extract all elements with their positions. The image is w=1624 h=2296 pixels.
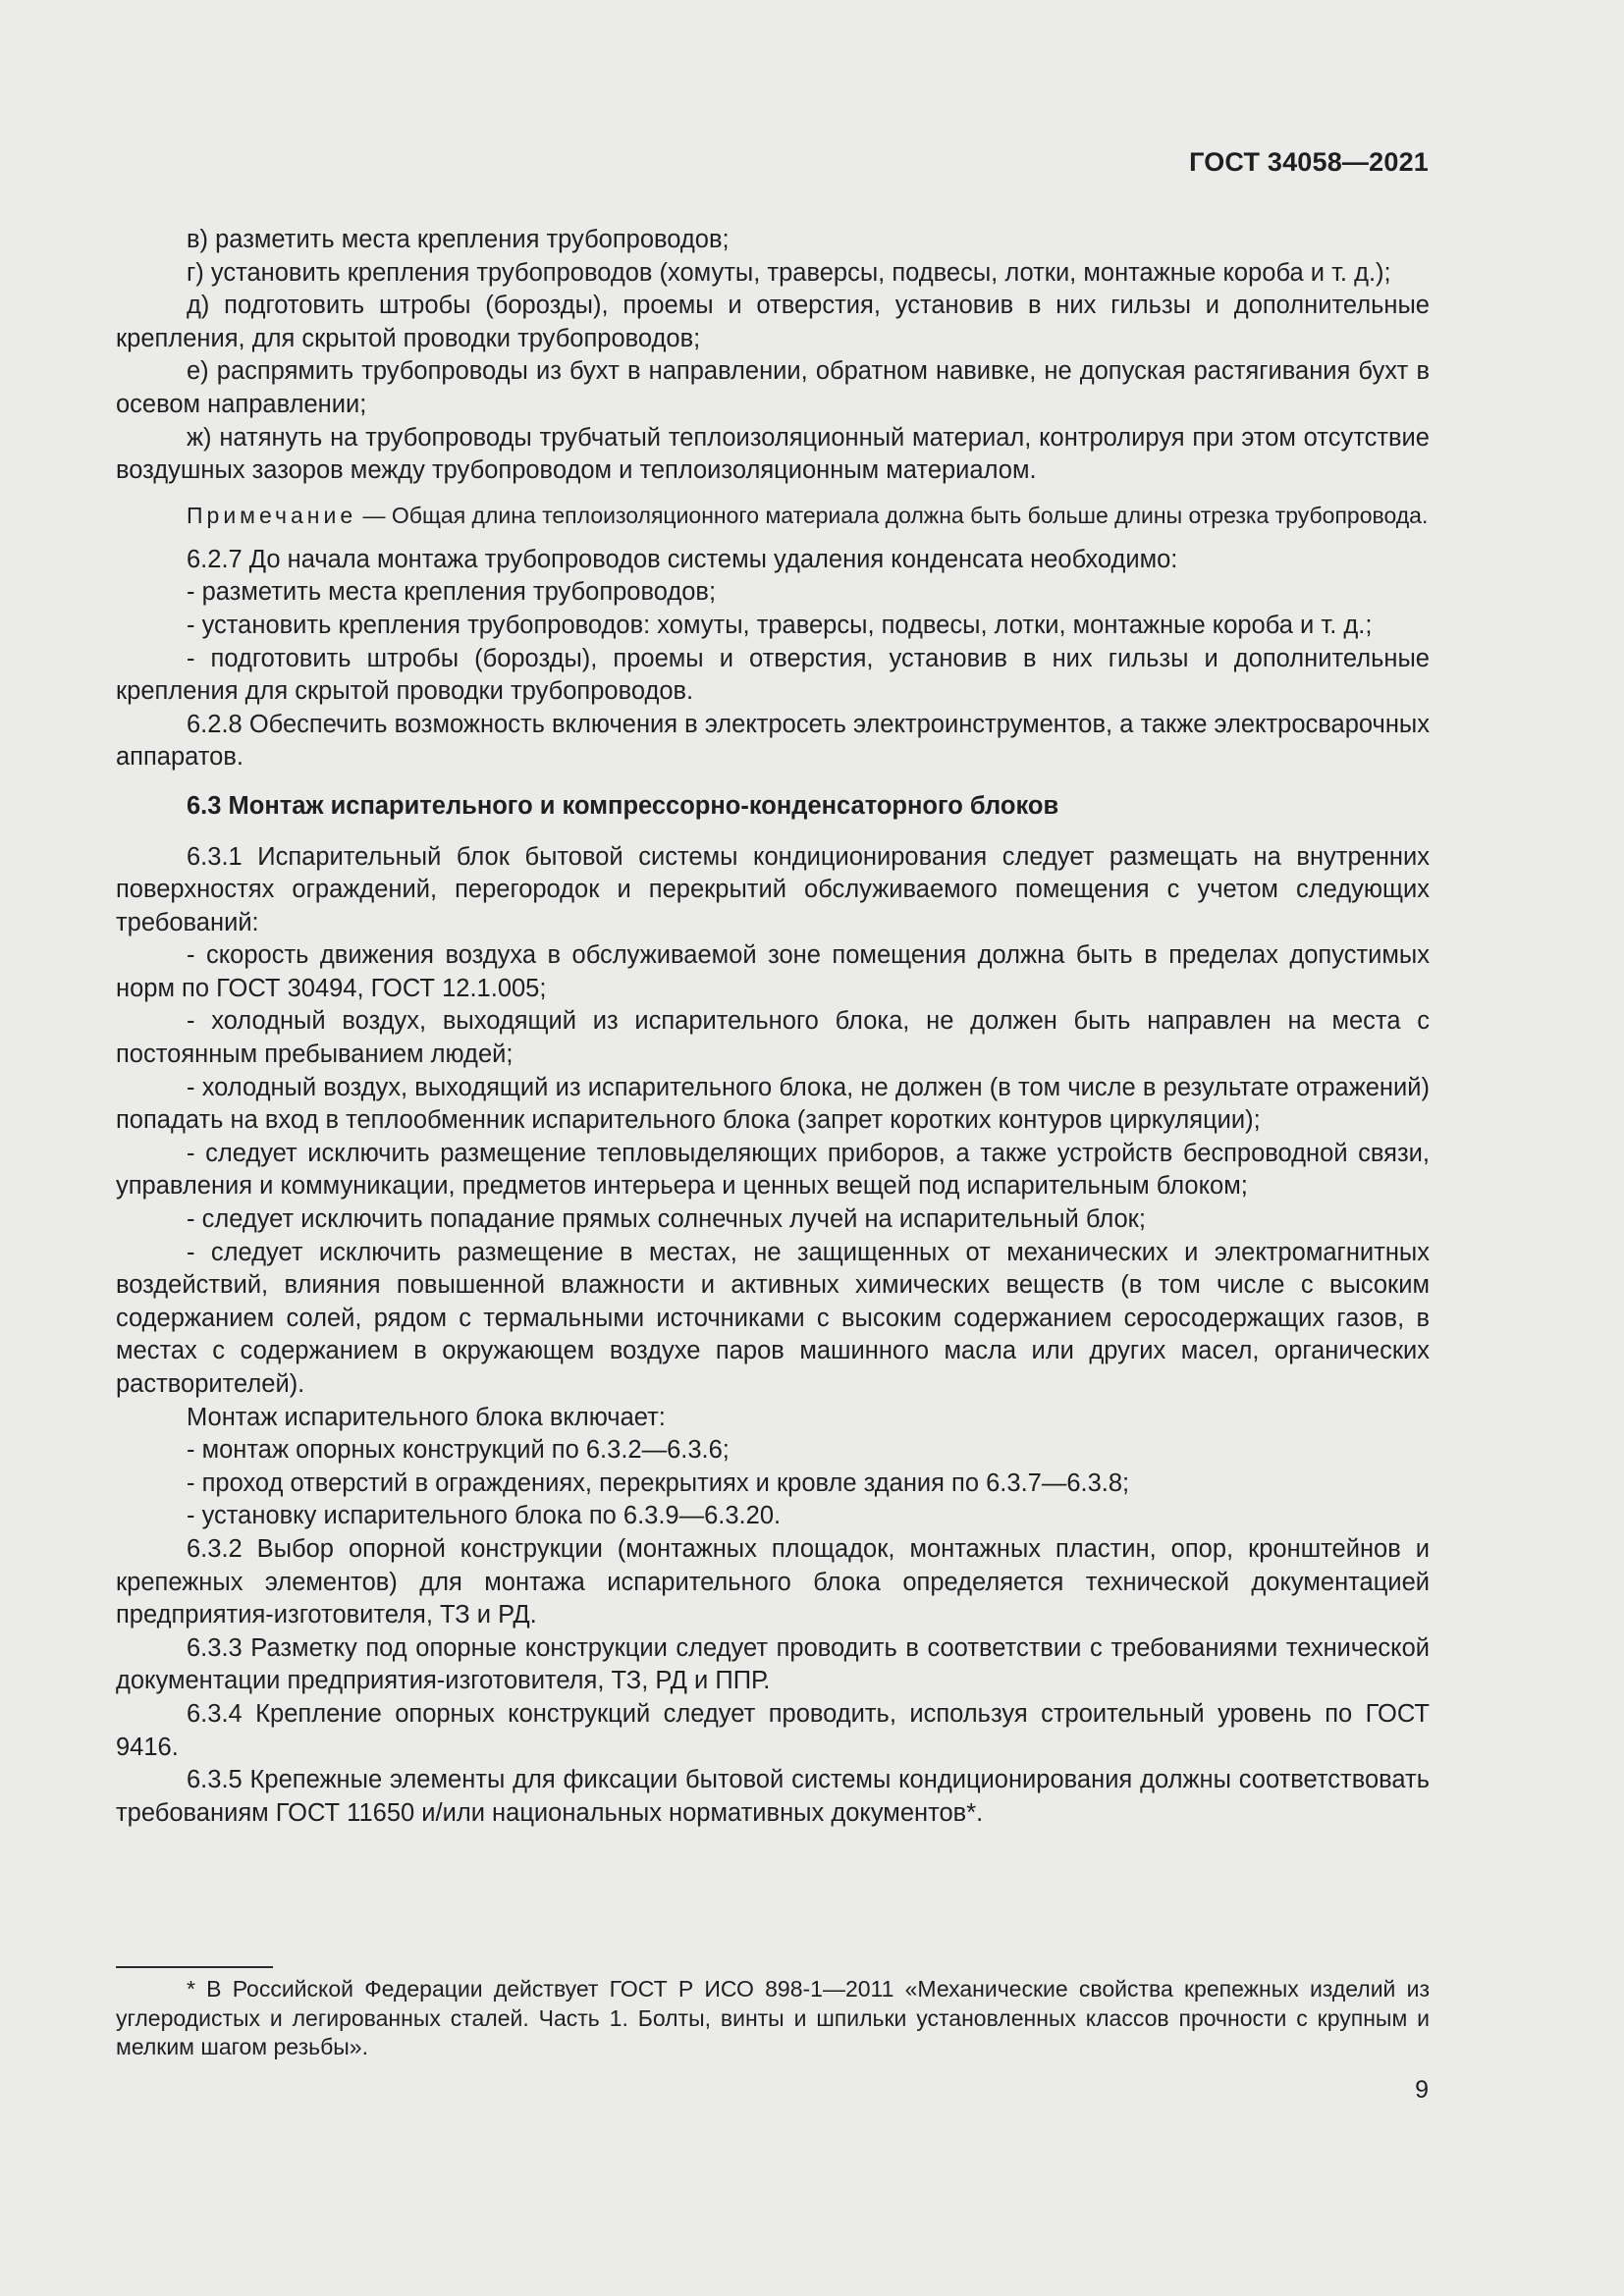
clause-6-3-3: 6.3.3 Разметку под опорные конструкции следует проводить в соответствии с требованиями технической документации предприятия-изготовителя, ТЗ, РД и ППР.	[116, 1633, 1430, 1695]
list-item-v: в) разметить места крепления трубопроводов;	[187, 226, 730, 253]
clause-6-3-1-item: - следует исключить попадание прямых солнечных лучей на испарительный блок;	[187, 1205, 1146, 1234]
clause-6-2-8: 6.2.8 Обеспечить возможность включения в электросеть электроинструментов, а также электросварочных аппаратов.	[116, 710, 1430, 772]
clause-6-3-1-item: - следует исключить размещение в местах, не защищенных от механических и электромагнитных воздействий, влияния повышенной влажности и активных химических веществ (в том числе с высоким содержанием солей, рядом с термальными источниками с высоким содержанием серосодержащих газов, в местах с содержанием в окружающем воздухе паров машинного масла или других масел, органических растворителей).	[116, 1238, 1430, 1398]
clause-6-3-2: 6.3.2 Выбор опорной конструкции (монтажных площадок, монтажных пластин, опор, кронштейнов и крепежных элементов) для монтажа испарительного блока определяется технической документацией предприятия-изготовителя, ТЗ и РД.	[116, 1534, 1430, 1629]
clause-6-2-7-item: - подготовить штробы (борозды), проемы и отверстия, установив в них гильзы и дополнительные крепления для скрытой проводки трубопроводов.	[116, 644, 1430, 706]
list-item-zh: ж) натянуть на трубопроводы трубчатый теплоизоляционный материал, контролируя при этом отсутствие воздушных зазоров между трубопроводом и теплоизоляционным материалом.	[116, 423, 1430, 485]
note-text: — Общая длина теплоизоляционного материала должна быть больше длины отрезка трубопровода.	[356, 502, 1429, 528]
list-item-d: д) подготовить штробы (борозды), проемы и отверстия, установив в них гильзы и дополнительные крепления, для скрытой проводки трубопроводов;	[116, 292, 1430, 352]
clause-6-3-1-item: - скорость движения воздуха в обслуживаемой зоне помещения должна быть в пределах допустимых норм по ГОСТ 30494, ГОСТ 12.1.005;	[116, 941, 1430, 1002]
list-item-g: г) установить крепления трубопроводов (хомуты, траверсы, подвесы, лотки, монтажные короба и т. д.);	[187, 258, 1391, 287]
page-body	[116, 224, 1430, 1830]
mounting-item: - монтаж опорных конструкций по 6.3.2—6.3.6;	[187, 1436, 730, 1465]
footnote-divider	[116, 1966, 273, 1968]
clause-6-2-7-item: - установить крепления трубопроводов: хомуты, траверсы, подвесы, лотки, монтажные короба и т. д.;	[187, 611, 1373, 639]
clause-6-2-7: 6.2.7 До начала монтажа трубопроводов системы удаления конденсата необходимо:	[187, 545, 1178, 573]
note-label: Примечание	[187, 502, 357, 528]
mounting-item: - установку испарительного блока по 6.3.9—6.3.20.	[187, 1502, 782, 1530]
page-number: 9	[1415, 2076, 1429, 2104]
mounting-item: - проход отверстий в ограждениях, перекрытиях и кровле здания по 6.3.7—6.3.8;	[187, 1468, 1130, 1497]
clause-6-3-1-item: - следует исключить размещение тепловыделяющих приборов, а также устройств беспроводной связи, управления и коммуникации, предметов интерьера и ценных вещей под испарительным блоком;	[116, 1139, 1430, 1201]
section-heading-6-3: 6.3 Монтаж испарительного и компрессорно-конденсаторного блоков	[187, 791, 1059, 820]
mounting-includes: Монтаж испарительного блока включает:	[187, 1403, 666, 1431]
clause-6-3-1-item: - холодный воздух, выходящий из испарительного блока, не должен быть направлен на места с постоянным пребыванием людей;	[116, 1007, 1430, 1069]
clause-6-3-1: 6.3.1 Испарительный блок бытовой системы кондиционирования следует размещать на внутренних поверхностях ограждений, перегородок и перекрытий обслуживаемого помещения с учетом следующих требований:	[116, 842, 1430, 936]
clause-6-3-5: 6.3.5 Крепежные элементы для фиксации бытовой системы кондиционирования должны соответствовать требованиям ГОСТ 11650 и/или национальных нормативных документов*.	[116, 1766, 1430, 1827]
clause-6-3-1-item: - холодный воздух, выходящий из испарительного блока, не должен (в том числе в результате отражений) попадать на вход в теплообменник испарительного блока (запрет коротких контуров циркуляции);	[116, 1073, 1430, 1135]
list-item-e: е) распрямить трубопроводы из бухт в направлении, обратном навивке, не допуская растягивания бухт в осевом направлении;	[116, 357, 1430, 418]
document-id-header: ГОСТ 34058—2021	[1189, 147, 1429, 177]
clause-6-2-7-item: - разметить места крепления трубопроводов;	[187, 578, 717, 607]
footnote: * В Российской Федерации действует ГОСТ Р ИСО 898-1—2011 «Механические свойства крепежных изделий из углеродистых и легированных сталей. Часть 1. Болты, винты и шпильки установленных классов прочности с крупным и мелким шагом резьбы».	[116, 1976, 1430, 2059]
note	[116, 502, 1430, 530]
clause-6-3-4: 6.3.4 Крепление опорных конструкций следует проводить, используя строительный уровень по ГОСТ 9416.	[116, 1699, 1430, 1761]
